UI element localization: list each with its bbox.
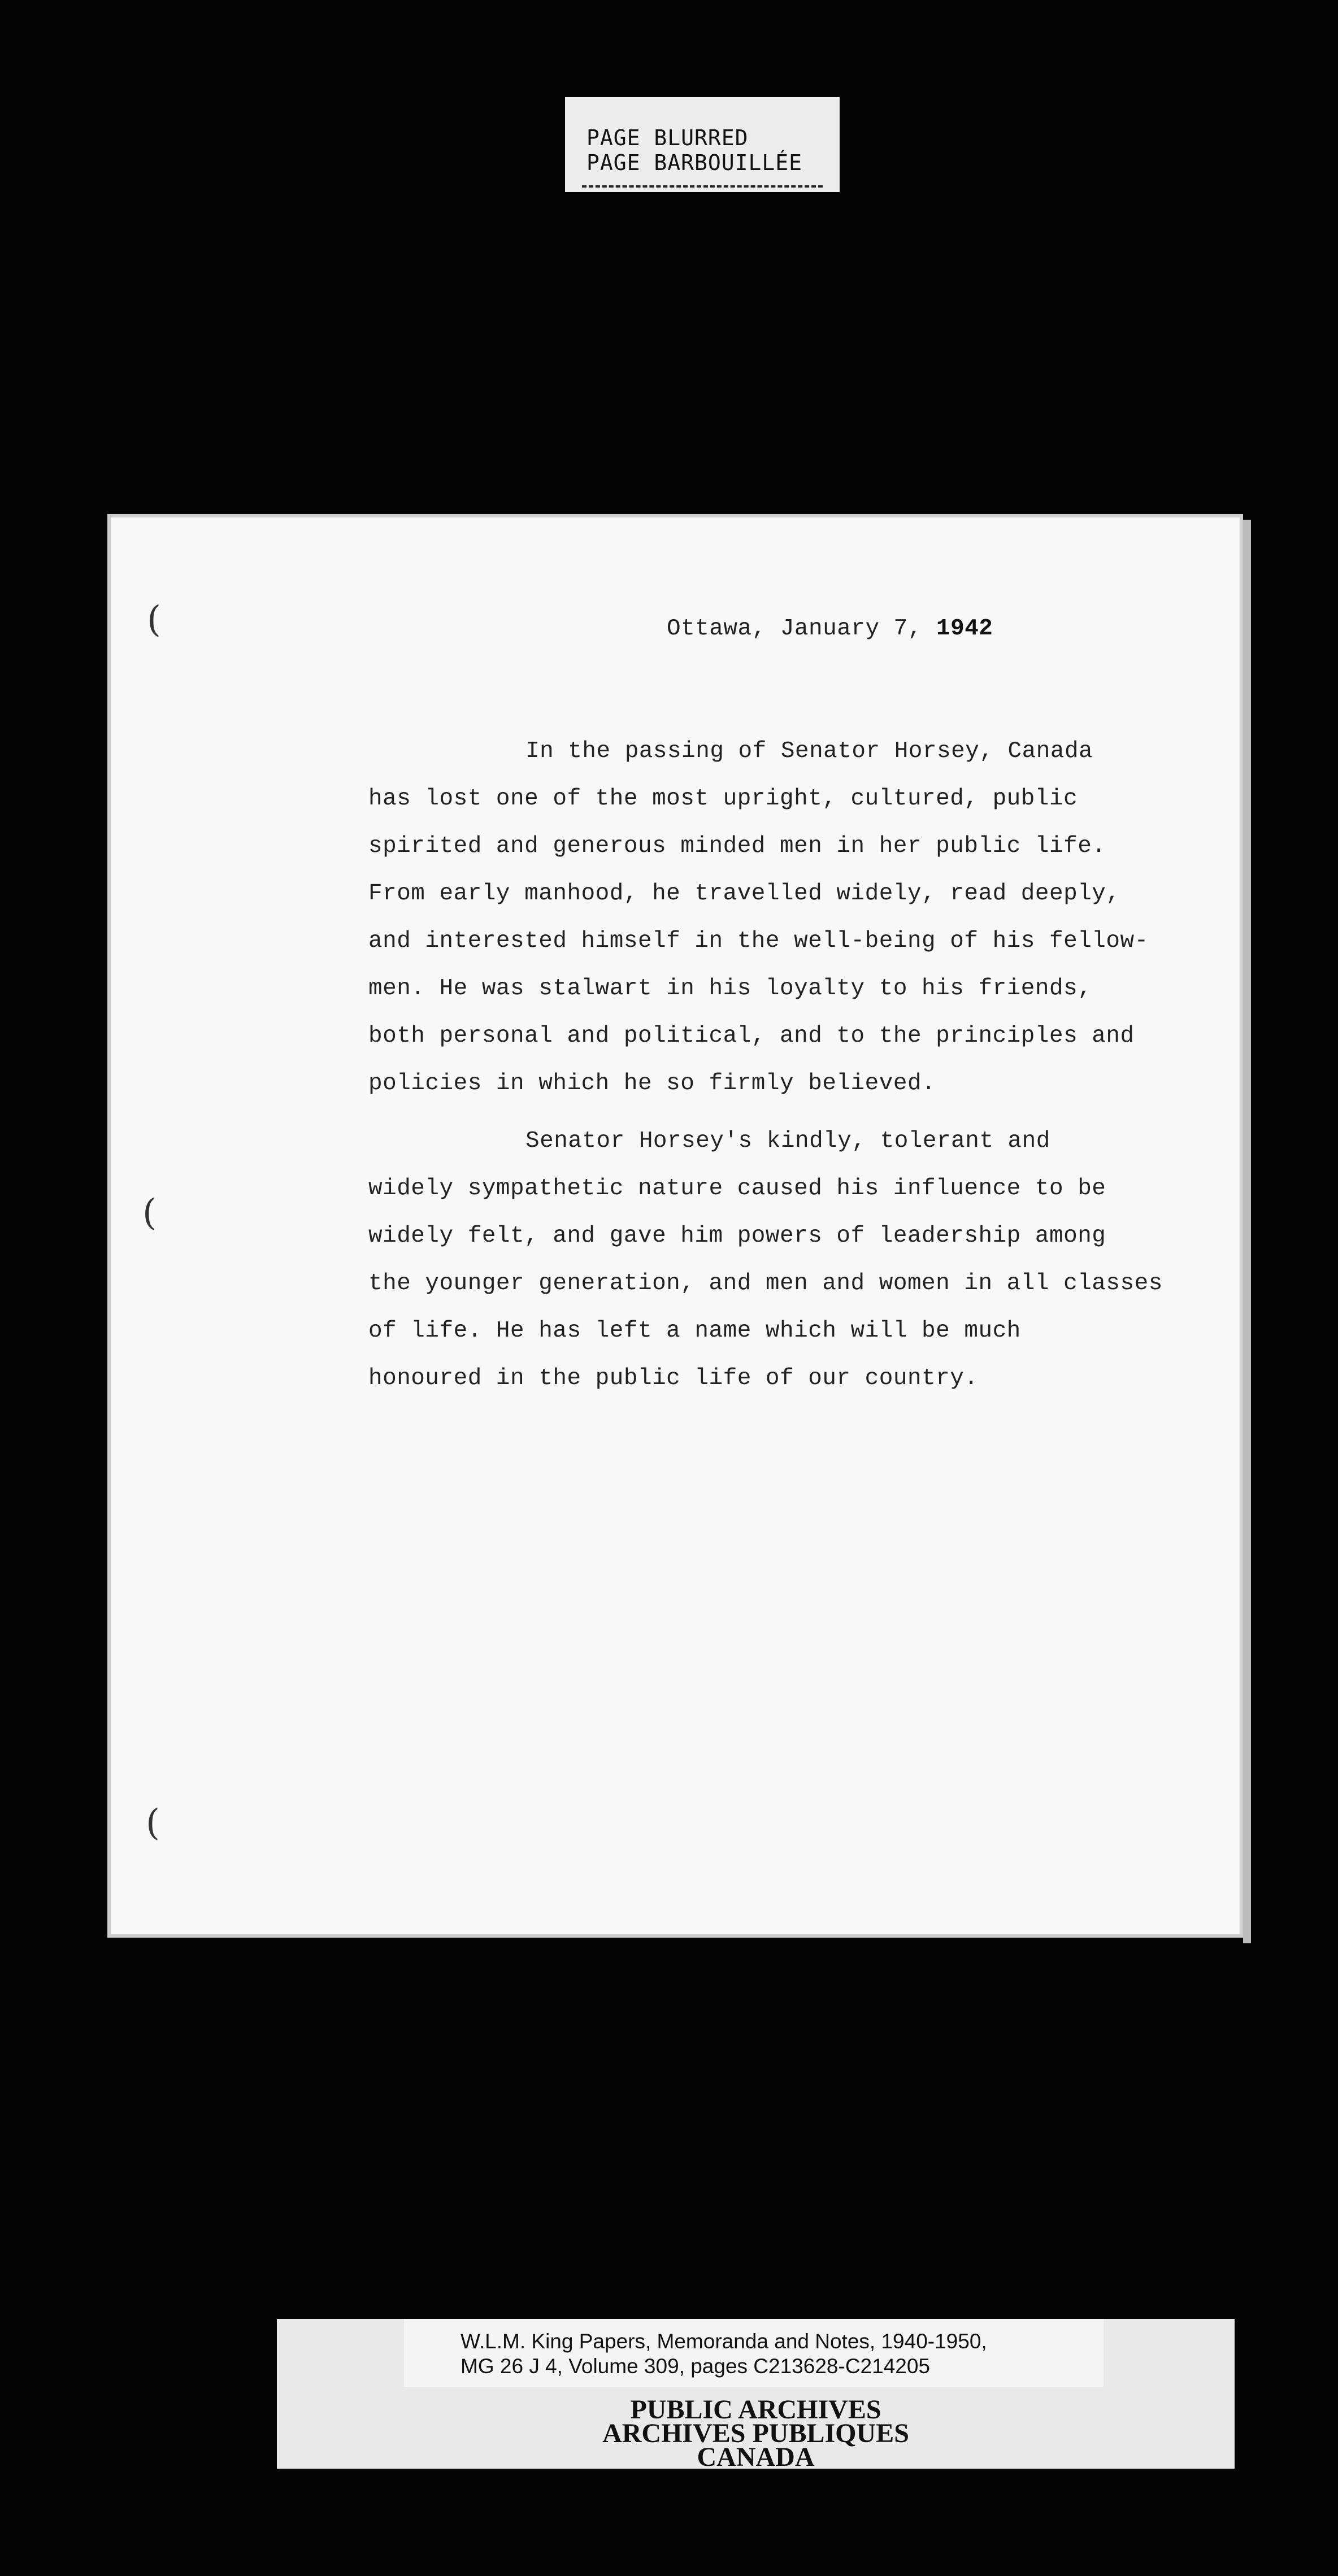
- dateline-year: 1942: [936, 616, 993, 642]
- punch-hole-bottom: (: [146, 1802, 160, 1844]
- blurred-label-english: PAGE BLURRED: [587, 125, 749, 150]
- paragraph-line: of life. He has left a name which will be much: [368, 1318, 1021, 1344]
- page-blurred-label: [565, 97, 840, 192]
- label-dashed-rule: [582, 185, 823, 188]
- paragraph-line: the younger generation, and men and women in all classes: [368, 1270, 1163, 1296]
- paragraph-line: Senator Horsey's kindly, tolerant and: [525, 1128, 1050, 1154]
- letter-page: [107, 514, 1243, 1938]
- stamp-line-country: CANADA: [697, 2442, 815, 2472]
- paragraph-line: men. He was stalwart in his loyalty to his friends,: [368, 976, 1092, 1002]
- paragraph-line: has lost one of the most upright, cultured, public: [368, 786, 1078, 812]
- blurred-label-french: PAGE BARBOUILLÉE: [587, 150, 803, 175]
- punch-hole-top: (: [147, 599, 161, 641]
- paragraph-line: In the passing of Senator Horsey, Canada: [525, 738, 1093, 764]
- paragraph-line: both personal and political, and to the principles and: [368, 1023, 1135, 1049]
- stamp-line-english: PUBLIC ARCHIVES: [630, 2395, 881, 2425]
- paragraph-line: spirited and generous minded men in her public life.: [368, 833, 1106, 859]
- collection-reference: [404, 2319, 1104, 2387]
- paragraph-line: and interested himself in the well-being of his fellow-: [368, 928, 1149, 954]
- paragraph-line: honoured in the public life of our country.: [368, 1365, 979, 1391]
- paragraph-line: widely sympathetic nature caused his influence to be: [368, 1176, 1106, 1202]
- collection-line-2: MG 26 J 4, Volume 309, pages C213628-C214205: [461, 2355, 931, 2378]
- stamp-line-french: ARCHIVES PUBLIQUES: [602, 2418, 909, 2448]
- letter-paragraph-1: [368, 728, 1149, 1107]
- paragraph-line: From early manhood, he travelled widely, read deeply,: [368, 881, 1120, 907]
- dateline-place-date: Ottawa, January 7,: [667, 616, 936, 642]
- public-archives-stamp: [277, 2395, 1235, 2472]
- letter-paragraph-2: [368, 1117, 1163, 1402]
- punch-hole-middle: (: [142, 1192, 157, 1234]
- collection-line-1: W.L.M. King Papers, Memoranda and Notes, 1940-1950,: [461, 2330, 987, 2353]
- paragraph-line: widely felt, and gave him powers of leadership among: [368, 1223, 1106, 1249]
- letter-dateline: [667, 616, 993, 642]
- archive-citation-card: [277, 2319, 1235, 2472]
- paragraph-line: policies in which he so firmly believed.: [368, 1071, 936, 1096]
